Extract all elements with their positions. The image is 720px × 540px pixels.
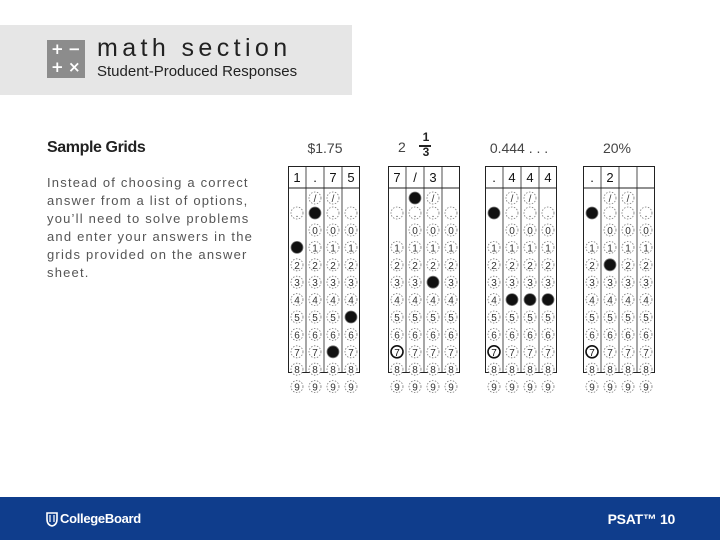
digit-bubble-label: 1 [348, 243, 354, 255]
digit-bubble-label: 2 [394, 260, 400, 272]
decimal-bubble-label: . [449, 209, 453, 220]
digit-bubble-label: 1 [491, 243, 497, 255]
digit-bubble-label: 0 [607, 226, 613, 237]
digit-bubble-label: 2 [412, 260, 418, 272]
digit-bubble-label: 0 [509, 226, 515, 237]
digit-bubble-label: 6 [589, 330, 595, 342]
digit-bubble-label: 6 [294, 330, 300, 342]
digit-bubble-label: 3 [545, 278, 551, 290]
digit-bubble-label: 6 [491, 330, 497, 342]
digit-bubble-label: 2 [509, 260, 515, 272]
grid-entry: 7 [329, 170, 337, 185]
fraction-bubble [409, 192, 421, 204]
fraction-bubble-label: / [528, 194, 532, 205]
digit-bubble-label: 7 [294, 347, 300, 359]
grid-entry: 2 [606, 170, 614, 185]
digit-bubble-label: 1 [545, 243, 551, 255]
digit-bubble-label: 8 [527, 365, 533, 377]
digit-bubble-label: 9 [625, 382, 631, 394]
answer-grid-4 [583, 166, 655, 394]
digit-bubble-label: 8 [394, 365, 400, 377]
digit-bubble-label: 8 [509, 365, 515, 377]
digit-bubble-label: 0 [348, 226, 354, 237]
digit-bubble-label: 0 [430, 226, 436, 237]
digit-bubble-label: 3 [527, 278, 533, 290]
digit-bubble-label: 1 [643, 243, 649, 255]
digit-bubble-label: 5 [509, 313, 515, 324]
digit-bubble-label: 0 [527, 226, 533, 237]
digit-bubble-label: 4 [312, 295, 318, 307]
digit-bubble-label: 2 [294, 260, 300, 272]
digit-bubble [291, 241, 303, 253]
digit-bubble-label: 3 [643, 278, 649, 290]
grid-caption-3: 0.444 . . . [489, 140, 549, 156]
digit-bubble-label: 6 [607, 330, 613, 342]
fraction-bubble-label: / [626, 194, 630, 205]
digit-bubble-label: 8 [448, 365, 454, 377]
digit-bubble-label: 9 [394, 382, 400, 394]
grid-svg [583, 166, 655, 394]
digit-bubble-label: 4 [607, 295, 613, 307]
digit-bubble-label: 7 [448, 347, 454, 359]
digit-bubble-label: 5 [312, 313, 318, 324]
digit-bubble-label: 5 [545, 313, 551, 324]
digit-bubble-label: 5 [625, 313, 631, 324]
section-title: math section [97, 34, 292, 62]
digit-bubble-label: 2 [348, 260, 354, 272]
digit-bubble-label: 9 [643, 382, 649, 394]
digit-bubble-label: 8 [589, 365, 595, 377]
grid-entry: / [413, 170, 417, 185]
digit-bubble-label: 9 [607, 382, 613, 394]
grid-caption-4: 20% [602, 140, 632, 156]
digit-bubble-label: 0 [312, 226, 318, 237]
grid-svg [388, 166, 460, 394]
digit-bubble-label: 6 [330, 330, 336, 342]
grid-entry: 4 [526, 170, 534, 185]
decimal-bubble-label: . [295, 209, 299, 220]
digit-bubble-label: 1 [412, 243, 418, 255]
digit-bubble-label: 0 [643, 226, 649, 237]
digit-bubble-label: 5 [330, 313, 336, 324]
digit-bubble-label: 7 [545, 347, 551, 359]
fraction-bubble-label: / [331, 194, 335, 205]
digit-bubble-label: 1 [430, 243, 436, 255]
fraction-bubble-label: / [313, 194, 317, 205]
collegeboard-logo: CollegeBoard [60, 511, 141, 526]
digit-bubble-label: 1 [607, 243, 613, 255]
digit-bubble-label: 2 [589, 260, 595, 272]
digit-bubble-label: 8 [294, 365, 300, 377]
decimal-bubble [309, 207, 321, 219]
mixed-number-numerator: 1 [422, 130, 430, 144]
digit-bubble [345, 311, 357, 323]
digit-bubble-label: 5 [412, 313, 418, 324]
grid-caption-2 [398, 130, 438, 162]
digit-bubble [524, 294, 536, 306]
answer-grid-2 [388, 166, 460, 394]
digit-bubble-label: 3 [589, 278, 595, 290]
digit-bubble-label: 9 [412, 382, 418, 394]
digit-bubble-label: 8 [643, 365, 649, 377]
sample-grids-heading: Sample Grids [47, 139, 146, 156]
digit-bubble-label: 1 [312, 243, 318, 255]
digit-bubble-label: 2 [430, 260, 436, 272]
math-operators-icon: + − + × [47, 40, 85, 78]
digit-bubble-label: 6 [348, 330, 354, 342]
digit-bubble-label: 3 [625, 278, 631, 290]
digit-bubble-label: 9 [448, 382, 454, 394]
digit-bubble [542, 294, 554, 306]
decimal-bubble-label: . [546, 209, 550, 220]
digit-bubble-label: 7 [589, 347, 595, 359]
digit-bubble-label: 3 [607, 278, 613, 290]
digit-bubble [604, 259, 616, 271]
decimal-bubble-label: . [395, 209, 399, 220]
digit-bubble-label: 9 [509, 382, 515, 394]
digit-bubble-label: 5 [643, 313, 649, 324]
fraction-bubble-label: / [510, 194, 514, 205]
digit-bubble-label: 1 [330, 243, 336, 255]
digit-bubble-label: 2 [312, 260, 318, 272]
digit-bubble-label: 4 [589, 295, 595, 307]
answer-grid-3 [485, 166, 557, 394]
digit-bubble-label: 8 [312, 365, 318, 377]
digit-bubble-label: 6 [312, 330, 318, 342]
digit-bubble-label: 1 [527, 243, 533, 255]
digit-bubble-label: 2 [527, 260, 533, 272]
digit-bubble-label: 8 [607, 365, 613, 377]
decimal-bubble [586, 207, 598, 219]
digit-bubble-label: 4 [491, 295, 497, 307]
digit-bubble-label: 4 [394, 295, 400, 307]
digit-bubble-label: 3 [448, 278, 454, 290]
digit-bubble-label: 2 [448, 260, 454, 272]
acorn-icon [46, 509, 58, 529]
digit-bubble-label: 4 [330, 295, 336, 307]
digit-bubble-label: 5 [430, 313, 436, 324]
digit-bubble-label: 4 [294, 295, 300, 307]
digit-bubble-label: 7 [348, 347, 354, 359]
digit-bubble-label: 1 [589, 243, 595, 255]
digit-bubble-label: 5 [607, 313, 613, 324]
digit-bubble-label: 3 [330, 278, 336, 290]
digit-bubble-label: 8 [348, 365, 354, 377]
digit-bubble-label: 9 [545, 382, 551, 394]
digit-bubble-label: 7 [643, 347, 649, 359]
grid-entry: 4 [508, 170, 516, 185]
digit-bubble-label: 3 [394, 278, 400, 290]
digit-bubble-label: 7 [394, 347, 400, 359]
digit-bubble-label: 6 [625, 330, 631, 342]
digit-bubble-label: 9 [348, 382, 354, 394]
decimal-bubble-label: . [510, 209, 514, 220]
digit-bubble-label: 0 [545, 226, 551, 237]
digit-bubble-label: 8 [625, 365, 631, 377]
digit-bubble-label: 7 [430, 347, 436, 359]
digit-bubble-label: 0 [330, 226, 336, 237]
digit-bubble-label: 1 [509, 243, 515, 255]
digit-bubble-label: 0 [625, 226, 631, 237]
decimal-bubble-label: . [644, 209, 648, 220]
digit-bubble-label: 7 [412, 347, 418, 359]
digit-bubble-label: 5 [527, 313, 533, 324]
digit-bubble-label: 6 [545, 330, 551, 342]
answer-grid-1 [288, 166, 360, 394]
digit-bubble-label: 5 [394, 313, 400, 324]
grid-svg [485, 166, 557, 394]
digit-bubble-label: 9 [430, 382, 436, 394]
grid-entry: . [590, 170, 594, 185]
digit-bubble-label: 7 [625, 347, 631, 359]
digit-bubble-label: 2 [545, 260, 551, 272]
digit-bubble-label: 2 [625, 260, 631, 272]
digit-bubble-label: 4 [430, 295, 436, 307]
digit-bubble-label: 7 [607, 347, 613, 359]
digit-bubble-label: 5 [491, 313, 497, 324]
digit-bubble-label: 9 [330, 382, 336, 394]
digit-bubble-label: 3 [312, 278, 318, 290]
digit-bubble-label: 5 [589, 313, 595, 324]
digit-bubble-label: 4 [625, 295, 631, 307]
digit-bubble-label: 4 [643, 295, 649, 307]
grid-entry: 3 [429, 170, 437, 185]
digit-bubble-label: 9 [527, 382, 533, 394]
decimal-bubble-label: . [413, 209, 417, 220]
digit-bubble [327, 346, 339, 358]
decimal-bubble-label: . [626, 209, 630, 220]
digit-bubble-label: 6 [448, 330, 454, 342]
mixed-number-whole: 2 [398, 139, 406, 155]
digit-bubble-label: 8 [491, 365, 497, 377]
digit-bubble-label: 3 [294, 278, 300, 290]
digit-bubble-label: 9 [294, 382, 300, 394]
digit-bubble-label: 4 [412, 295, 418, 307]
digit-bubble-label: 3 [412, 278, 418, 290]
decimal-bubble-label: . [431, 209, 435, 220]
mixed-number-denominator: 3 [422, 145, 430, 159]
digit-bubble-label: 8 [330, 365, 336, 377]
digit-bubble-label: 3 [491, 278, 497, 290]
decimal-bubble-label: . [608, 209, 612, 220]
grid-entry: 1 [293, 170, 301, 185]
digit-bubble-label: 1 [625, 243, 631, 255]
grid-entry: 7 [393, 170, 401, 185]
digit-bubble-label: 7 [527, 347, 533, 359]
digit-bubble-label: 1 [448, 243, 454, 255]
digit-bubble-label: 8 [430, 365, 436, 377]
digit-bubble-label: 2 [643, 260, 649, 272]
digit-bubble-label: 7 [491, 347, 497, 359]
digit-bubble-label: 6 [527, 330, 533, 342]
section-subtitle: Student-Produced Responses [97, 63, 298, 80]
digit-bubble [427, 276, 439, 288]
digit-bubble [506, 294, 518, 306]
digit-bubble-label: 8 [545, 365, 551, 377]
digit-bubble-label: 3 [348, 278, 354, 290]
digit-bubble-label: 2 [491, 260, 497, 272]
grid-svg [288, 166, 360, 394]
psat-logo: PSAT™ 10 [607, 511, 675, 527]
digit-bubble-label: 4 [348, 295, 354, 307]
digit-bubble-label: 0 [412, 226, 418, 237]
digit-bubble-label: 4 [448, 295, 454, 307]
digit-bubble-label: 6 [643, 330, 649, 342]
digit-bubble-label: 6 [509, 330, 515, 342]
decimal-bubble [488, 207, 500, 219]
digit-bubble-label: 7 [509, 347, 515, 359]
digit-bubble-label: 2 [330, 260, 336, 272]
digit-bubble-label: 1 [394, 243, 400, 255]
digit-bubble-label: 6 [394, 330, 400, 342]
fraction-bubble-label: / [608, 194, 612, 205]
grid-entry: . [313, 170, 317, 185]
intro-paragraph: Instead of choosing a correct answer from a list of options, you’ll need to solve problems and enter your answers in the grids provided on the answer sheet. [47, 175, 254, 280]
decimal-bubble-label: . [528, 209, 532, 220]
grid-entry: 5 [347, 170, 355, 185]
grid-entry: 4 [544, 170, 552, 185]
digit-bubble-label: 0 [448, 226, 454, 237]
digit-bubble-label: 9 [312, 382, 318, 394]
grid-entry: . [492, 170, 496, 185]
digit-bubble-label: 8 [412, 365, 418, 377]
digit-bubble-label: 6 [430, 330, 436, 342]
footer-bar [0, 497, 720, 540]
digit-bubble-label: 6 [412, 330, 418, 342]
digit-bubble-label: 5 [294, 313, 300, 324]
digit-bubble-label: 9 [589, 382, 595, 394]
digit-bubble-label: 5 [448, 313, 454, 324]
decimal-bubble-label: . [331, 209, 335, 220]
digit-bubble-label: 9 [491, 382, 497, 394]
fraction-bubble-label: / [431, 194, 435, 205]
digit-bubble-label: 3 [509, 278, 515, 290]
digit-bubble-label: 7 [312, 347, 318, 359]
decimal-bubble-label: . [349, 209, 353, 220]
grid-caption-1: $1.75 [307, 140, 343, 156]
